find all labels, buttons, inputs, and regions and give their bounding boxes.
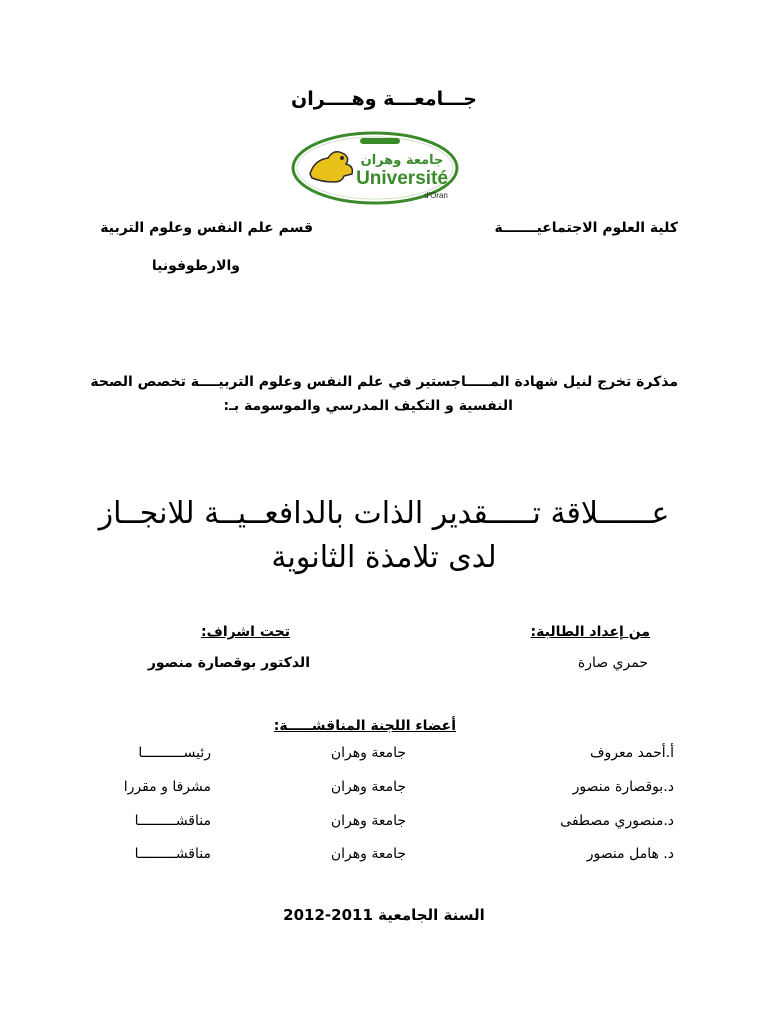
committee-member-row xyxy=(0,745,768,767)
faculty-name: كلية العلوم الاجتماعيـــــــة xyxy=(494,220,678,236)
member-name: د.منصوري مصطفى xyxy=(560,813,674,829)
supervision-label: تحت اشراف: xyxy=(201,624,290,640)
member-name: د.بوقصارة منصور xyxy=(572,779,674,795)
committee-member-row xyxy=(0,813,768,835)
supervisor-name: الدكتور بوقصارة منصور xyxy=(147,655,310,671)
memo-description-line2: النفسية و التكيف المدرسي والموسومة بـ: xyxy=(223,398,513,414)
department-name-line2: والارطوفونيا xyxy=(151,258,240,274)
university-logo-graphic xyxy=(290,128,460,206)
committee-member-row xyxy=(0,779,768,801)
logo-city-text: d'Oran xyxy=(424,191,448,200)
member-name: أ.أحمد معروف xyxy=(589,745,674,761)
member-university: جامعة وهران xyxy=(330,813,406,829)
prepared-by-label: من إعداد الطالبة: xyxy=(530,624,650,640)
university-logo xyxy=(290,128,460,206)
member-role: رئيســــــــــا xyxy=(138,745,211,761)
member-university: جامعة وهران xyxy=(330,745,406,761)
thesis-title-line1: عــــــلاقة تـــــقدير الذات بالدافعــيــة للانجــاز xyxy=(98,496,670,531)
memo-description-line1: مذكرة تخرج لنيل شهادة المـــــاجستير في علم النفس وعلوم التربيــــة تخصص الصحة xyxy=(90,374,678,390)
logo-arabic-text: جامعة وهران xyxy=(360,153,444,168)
thesis-title-line2: لدى تلامذة الثانوية xyxy=(271,540,497,575)
member-role: مناقشـــــــــا xyxy=(134,846,211,862)
member-name: د. هامل منصور xyxy=(586,846,674,862)
logo-latin-text: Université xyxy=(356,168,448,189)
department-name-line1: قسم علم النفس وعلوم التربية xyxy=(100,220,313,236)
academic-year: السنة الجامعية 2011-2012 xyxy=(283,906,485,924)
university-name: جـــامعـــة وهــــران xyxy=(291,88,477,110)
committee-member-row xyxy=(0,846,768,868)
committee-label: أعضاء اللجنة المناقشـــــة: xyxy=(273,718,456,734)
student-name: حمري صارة xyxy=(577,655,648,671)
member-university: جامعة وهران xyxy=(330,846,406,862)
member-role: مناقشـــــــــا xyxy=(134,813,211,829)
member-role: مشرفا و مقررا xyxy=(123,779,211,795)
member-university: جامعة وهران xyxy=(330,779,406,795)
